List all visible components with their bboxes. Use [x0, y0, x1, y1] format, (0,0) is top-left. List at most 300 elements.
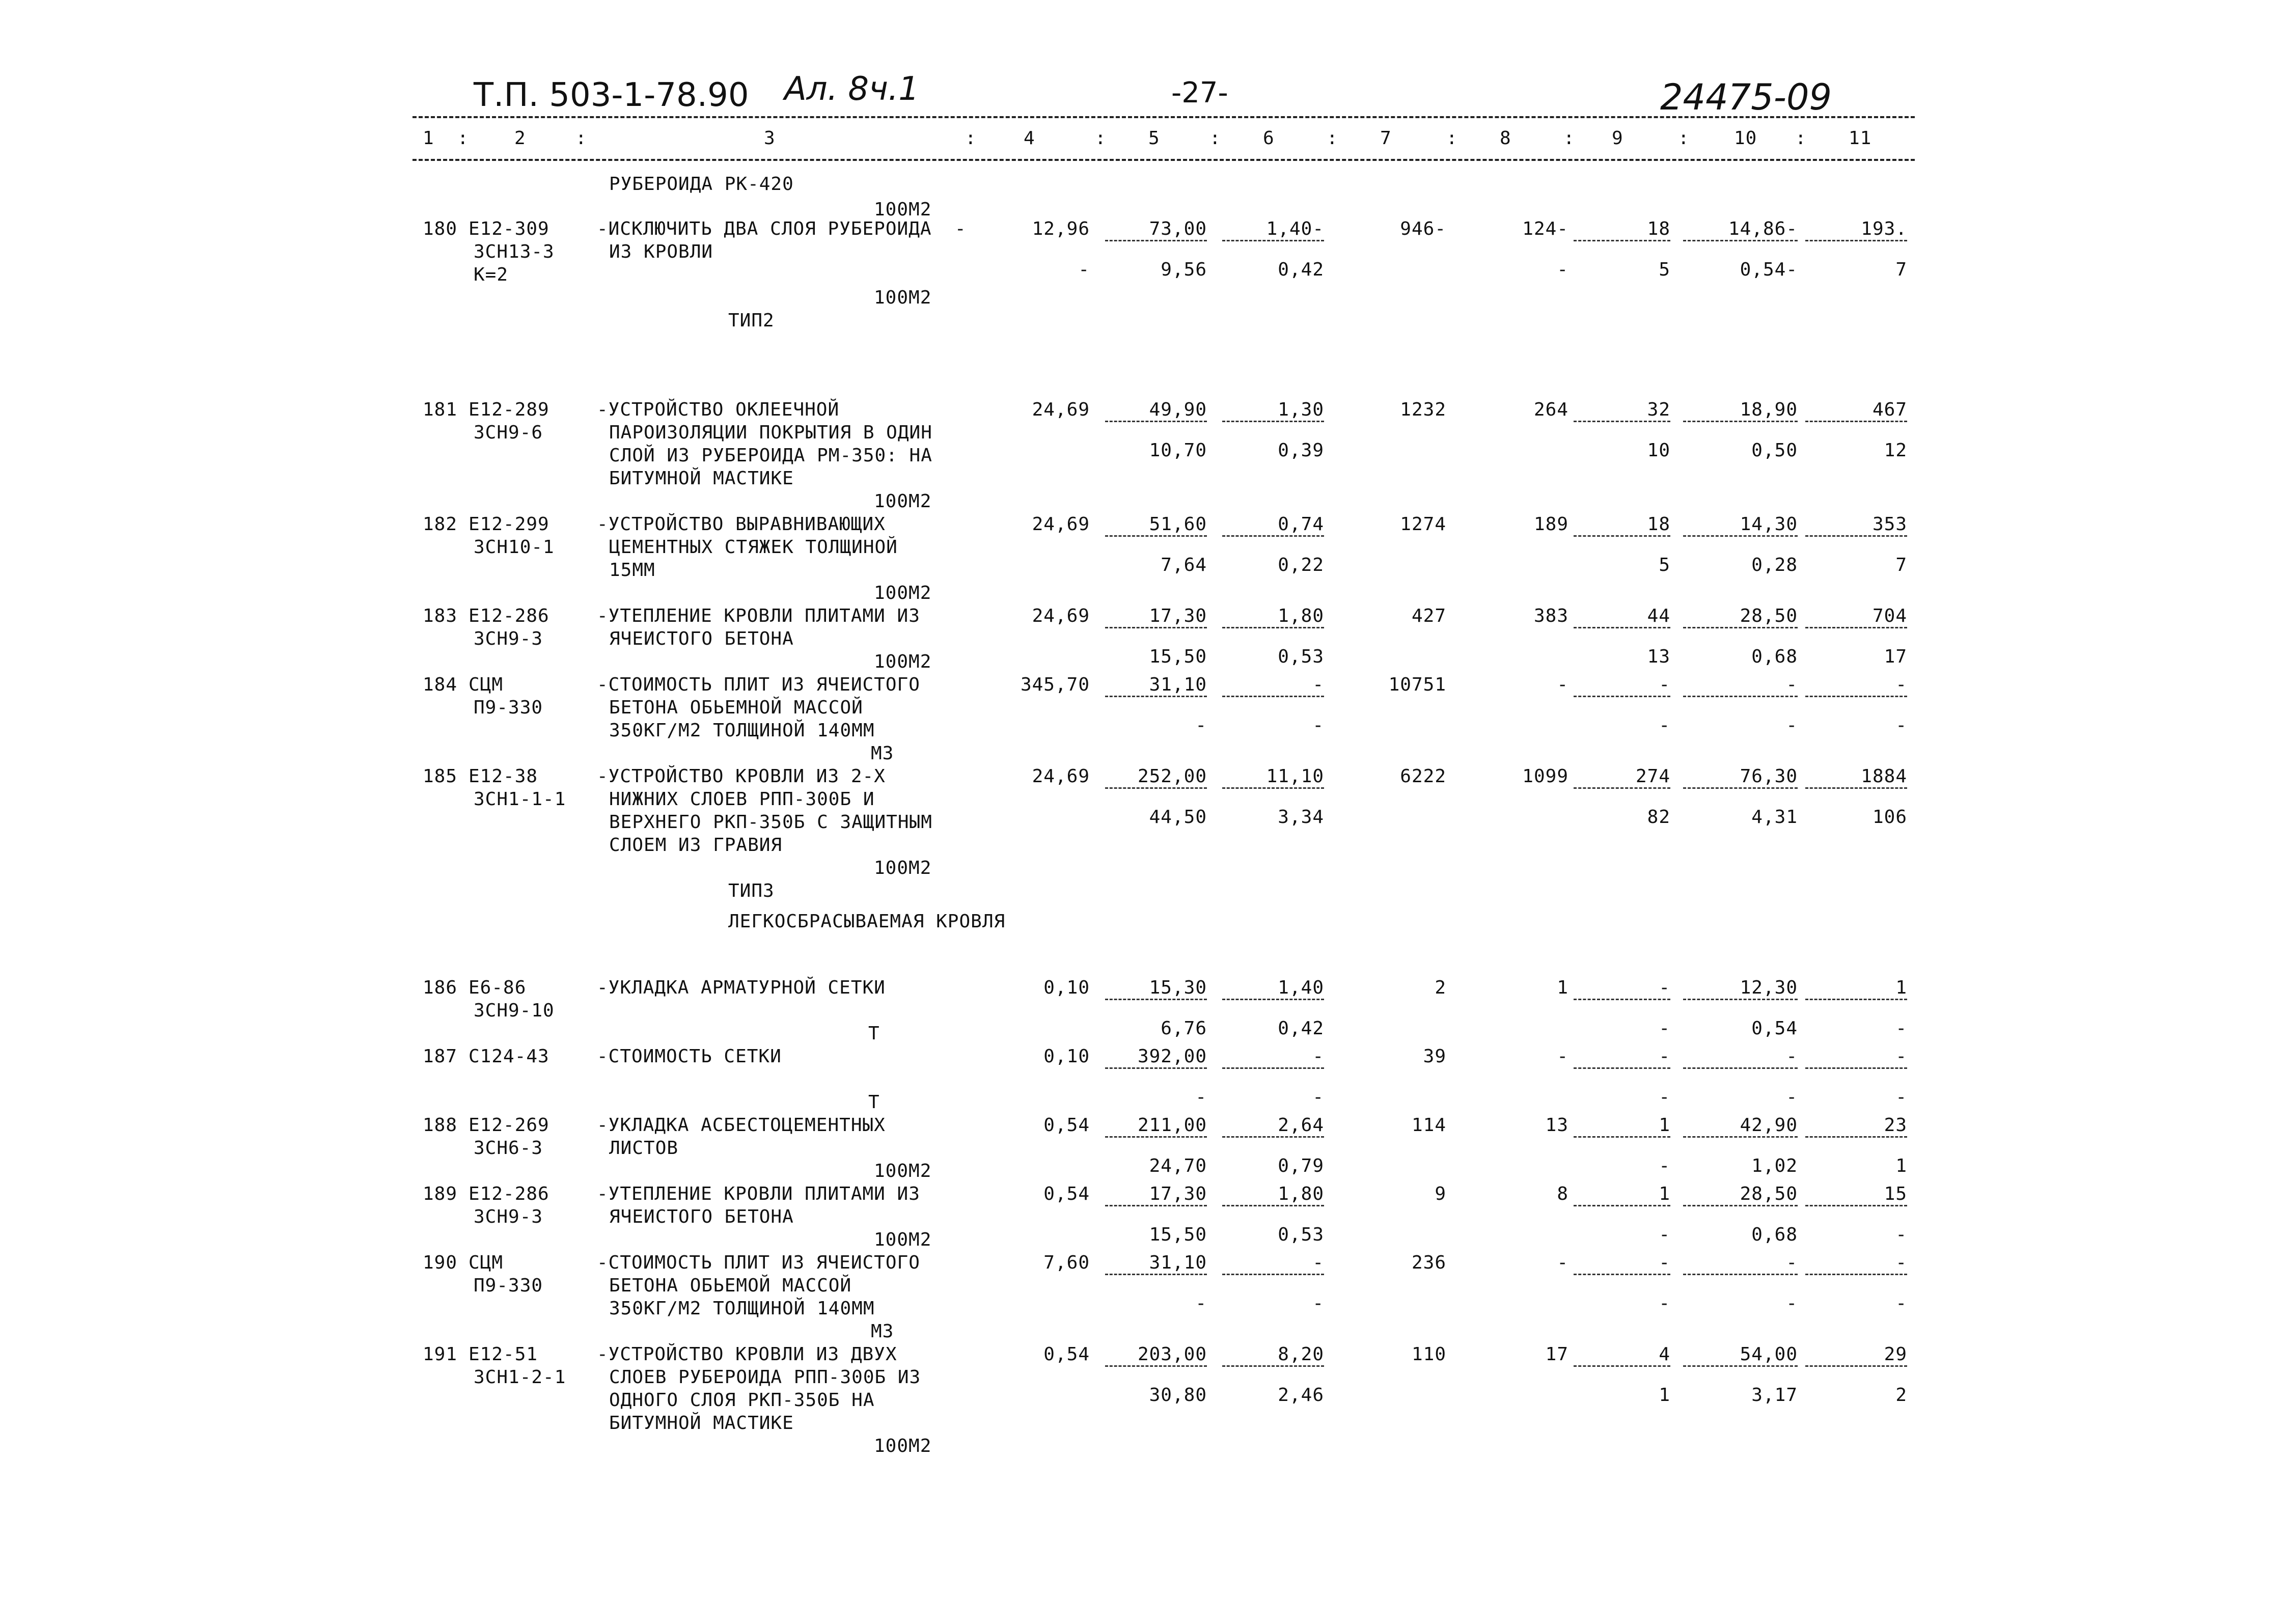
sub-divider: [1574, 696, 1670, 697]
section-title: ЛЕГКОСБРАСЫВАЕМАЯ КРОВЛЯ: [728, 911, 1006, 932]
sub-cell-s5: 15,50: [1149, 646, 1207, 667]
cell-c8: 8: [1557, 1183, 1568, 1204]
row-number: 180: [423, 218, 458, 239]
sub-cell-s10: 1,02: [1751, 1155, 1798, 1176]
sub-divider: [1105, 999, 1207, 1000]
cell-c5: 49,90: [1149, 399, 1207, 420]
row-description: -СТОИМОСТЬ ПЛИТ ИЗ ЯЧЕИСТОГО: [597, 674, 920, 695]
cell-c11: 15: [1884, 1183, 1907, 1204]
sub-cell-s9: 13: [1647, 646, 1670, 667]
column-separator: :: [1327, 128, 1338, 149]
column-separator: :: [1095, 128, 1107, 149]
header-rule-top: [412, 116, 1915, 118]
cell-c6: -: [1312, 1252, 1324, 1273]
row-unit: 100М2: [874, 858, 932, 878]
row-code: ЗСН1-2-1: [474, 1367, 566, 1388]
cell-c6: 1,80: [1278, 1183, 1324, 1204]
sub-divider: [1574, 535, 1670, 537]
sub-cell-s5: 10,70: [1149, 440, 1207, 461]
sub-divider: [1574, 1274, 1670, 1275]
cell-c5: 73,00: [1149, 218, 1207, 239]
sub-divider: [1683, 1274, 1798, 1275]
sub-divider: [1105, 1067, 1207, 1069]
cell-c4: 24,69: [1032, 605, 1090, 626]
row-code: С124-43: [469, 1046, 549, 1067]
sub-cell-s11: 12: [1884, 440, 1907, 461]
sub-cell-s10: 0,54: [1751, 1018, 1798, 1039]
column-header-8: 8: [1500, 128, 1511, 149]
row-number: 188: [423, 1115, 458, 1136]
row-code: Е12-286: [469, 605, 549, 626]
sub-cell-s9: 82: [1647, 807, 1670, 828]
column-separator: :: [1209, 128, 1221, 149]
sub-cell-s5: -: [1195, 715, 1207, 736]
sub-cell-s9: -: [1659, 715, 1670, 736]
row-code: Е12-289: [469, 399, 549, 420]
page-number: -27-: [1171, 76, 1228, 109]
sub-divider: [1683, 1136, 1798, 1138]
sub-divider: [1105, 240, 1207, 241]
sub-cell-s5: 15,50: [1149, 1224, 1207, 1245]
row-code: ЗСН1-1-1: [474, 789, 566, 810]
row-code: Е12-38: [469, 766, 538, 787]
column-separator: :: [575, 128, 587, 149]
sub-cell-s6: 0,79: [1278, 1155, 1324, 1176]
sub-cell-s10: 0,68: [1751, 646, 1798, 667]
type-marker: ТИП2: [728, 310, 775, 331]
sub-divider: [1805, 535, 1907, 537]
cell-c5: 211,00: [1137, 1115, 1207, 1136]
cell-c8: 124-: [1522, 218, 1568, 239]
album-number: Ал. 8ч.1: [784, 70, 919, 108]
sub-divider: [1805, 1205, 1907, 1206]
row-code: Е12-51: [469, 1344, 538, 1365]
sub-divider: [1683, 535, 1798, 537]
row-description: -УСТРОЙСТВО КРОВЛИ ИЗ 2-Х: [597, 766, 886, 787]
row-number: 190: [423, 1252, 458, 1273]
sub-divider: [1222, 421, 1324, 422]
row-description: -УКЛАДКА АРМАТУРНОЙ СЕТКИ: [597, 977, 886, 998]
row-unit: 100М2: [874, 491, 932, 512]
cell-c4: 345,70: [1020, 674, 1090, 695]
cell-c11: 23: [1884, 1115, 1907, 1136]
row-description: СЛОЕМ ИЗ ГРАВИЯ: [609, 835, 783, 856]
row-code: Е6-86: [469, 977, 527, 998]
cell-c10: 12,30: [1740, 977, 1798, 998]
cell-c4: 0,54: [1043, 1183, 1090, 1204]
row-description: -СТОИМОСТЬ СЕТКИ: [597, 1046, 782, 1067]
cell-c9: 18: [1647, 514, 1670, 535]
cell-c8: 264: [1533, 399, 1568, 420]
row-description: -УСТРОЙСТВО ВЫРАВНИВАЮЩИХ: [597, 514, 886, 535]
row-unit: 100М2: [874, 583, 932, 603]
cell-c8: 17: [1545, 1344, 1568, 1365]
sub-divider: [1805, 787, 1907, 789]
cell-c9: 1: [1659, 1183, 1670, 1204]
sub-cell-s11: 2: [1895, 1385, 1907, 1406]
row-description: ПАРОИЗОЛЯЦИИ ПОКРЫТИЯ В ОДИН: [609, 422, 932, 443]
cell-c11: -: [1895, 674, 1907, 695]
row-description: -УСТРОЙСТВО ОКЛЕЕЧНОЙ: [597, 399, 840, 420]
sub-divider: [1805, 1365, 1907, 1367]
sub-divider: [1683, 1205, 1798, 1206]
sub-divider: [1574, 240, 1670, 241]
row-code: ЗСН6-3: [474, 1138, 543, 1159]
row-unit: 100М2: [874, 1161, 932, 1181]
cell-c9: -: [1659, 1252, 1670, 1273]
cell-c8: 1: [1557, 977, 1568, 998]
sub-divider: [1222, 1274, 1324, 1275]
sub-cell-s10: -: [1786, 1087, 1798, 1108]
row-description: -УТЕПЛЕНИЕ КРОВЛИ ПЛИТАМИ ИЗ: [597, 605, 920, 626]
sub-divider: [1574, 1067, 1670, 1069]
sub-cell-s11: -: [1895, 1087, 1907, 1108]
cell-c5: 51,60: [1149, 514, 1207, 535]
top-continuation-unit: 100М2: [874, 199, 932, 220]
sub-cell-s10: -: [1786, 1293, 1798, 1314]
cell-c11: 1884: [1861, 766, 1907, 787]
sub-divider: [1105, 421, 1207, 422]
sub-cell-s6: 2,46: [1278, 1385, 1324, 1406]
column-header-11: 11: [1849, 128, 1872, 149]
sub-cell-s5: 9,56: [1161, 259, 1207, 280]
row-number: 191: [423, 1344, 458, 1365]
row-code: Е12-309: [469, 218, 549, 239]
sub-cell-s5: 7,64: [1161, 555, 1207, 575]
sub-divider: [1574, 1205, 1670, 1206]
cell-c6: 1,40: [1278, 977, 1324, 998]
cell-c5: 392,00: [1137, 1046, 1207, 1067]
sub-divider: [1105, 1136, 1207, 1138]
cell-c5: 31,10: [1149, 674, 1207, 695]
row-code: ЗСН9-6: [474, 422, 543, 443]
cell-c11: -: [1895, 1046, 1907, 1067]
cell-c6: 2,64: [1278, 1115, 1324, 1136]
sub-cell-s9: 5: [1659, 555, 1670, 575]
row-unit: 100М2: [874, 651, 932, 672]
sub-cell-s6: 0,53: [1278, 1224, 1324, 1245]
cell-c4: 12,96: [1032, 218, 1090, 239]
column-separator: :: [1678, 128, 1690, 149]
cell-c9: 18: [1647, 218, 1670, 239]
cell-c5: 252,00: [1137, 766, 1207, 787]
cell-c7: 10751: [1388, 674, 1446, 695]
sub-divider: [1574, 787, 1670, 789]
cell-c4: 0,10: [1043, 977, 1090, 998]
cell-c8: -: [1557, 674, 1568, 695]
cell-c7: 9: [1435, 1183, 1446, 1204]
row-number: 185: [423, 766, 458, 787]
row-description: -СТОИМОСТЬ ПЛИТ ИЗ ЯЧЕИСТОГО: [597, 1252, 920, 1273]
cell-c11: 1: [1895, 977, 1907, 998]
cell-c5: 203,00: [1137, 1344, 1207, 1365]
cell-c9: 32: [1647, 399, 1670, 420]
cell-c9: -: [1659, 977, 1670, 998]
cell-c10: -: [1786, 1252, 1798, 1273]
sub-cell-s11: -: [1895, 1224, 1907, 1245]
row-description: -УТЕПЛЕНИЕ КРОВЛИ ПЛИТАМИ ИЗ: [597, 1183, 920, 1204]
column-header-7: 7: [1380, 128, 1392, 149]
row-unit: Т: [868, 1092, 880, 1113]
sub-divider: [1222, 999, 1324, 1000]
cell-c4: 24,69: [1032, 514, 1090, 535]
cell-c8: 189: [1533, 514, 1568, 535]
sub-cell-s5: 30,80: [1149, 1385, 1207, 1406]
column-separator: :: [1446, 128, 1458, 149]
sub-cell-s11: 7: [1895, 555, 1907, 575]
sub-divider: [1574, 999, 1670, 1000]
sub-cell-s6: 3,34: [1278, 807, 1324, 828]
cell-c6: -: [1312, 674, 1324, 695]
cell-c11: 193.: [1861, 218, 1907, 239]
cell-c6: 1,80: [1278, 605, 1324, 626]
column-header-1: 1: [423, 128, 434, 149]
sub-cell-s9: -: [1659, 1018, 1670, 1039]
row-code: СЦМ: [469, 674, 504, 695]
row-description: -ИСКЛЮЧИТЬ ДВА СЛОЯ РУБЕРОИДА -: [597, 218, 967, 239]
row-description: ВЕРХНЕГО РКП-350Б С ЗАЩИТНЫМ: [609, 812, 932, 833]
sub-divider: [1222, 1067, 1324, 1069]
sub-cell-s11: -: [1895, 715, 1907, 736]
column-header-4: 4: [1024, 128, 1035, 149]
sub-cell-s11: 1: [1895, 1155, 1907, 1176]
sub-cell-s11: 7: [1895, 259, 1907, 280]
cell-c6: 1,40-: [1266, 218, 1324, 239]
row-description: ЦЕМЕНТНЫХ СТЯЖЕК ТОЛЩИНОЙ: [609, 537, 898, 558]
sub-cell-s6: 0,22: [1278, 555, 1324, 575]
cell-c11: 353: [1872, 514, 1907, 535]
cell-c10: 18,90: [1740, 399, 1798, 420]
sub-divider: [1222, 1365, 1324, 1367]
row-description: ЯЧЕИСТОГО БЕТОНА: [609, 628, 794, 649]
row-description: СЛОЕВ РУБЕРОИДА РПП-300Б ИЗ: [609, 1367, 921, 1388]
cell-c9: 4: [1659, 1344, 1670, 1365]
column-separator: :: [1795, 128, 1807, 149]
sub-divider: [1105, 535, 1207, 537]
sub-cell-s10: 0,50: [1751, 440, 1798, 461]
sub-divider: [1805, 421, 1907, 422]
sub-divider: [1805, 1136, 1907, 1138]
cell-c7: 946-: [1400, 218, 1446, 239]
cell-c7: 6222: [1400, 766, 1446, 787]
column-separator: :: [965, 128, 977, 149]
sub-cell-s9: 5: [1659, 259, 1670, 280]
cell-c7: 114: [1411, 1115, 1446, 1136]
row-description: БЕТОНА ОБЬЕМНОЙ МАССОЙ: [609, 697, 863, 718]
cell-c7: 39: [1423, 1046, 1446, 1067]
row-number: 189: [423, 1183, 458, 1204]
column-header-6: 6: [1263, 128, 1275, 149]
row-number: 182: [423, 514, 458, 535]
sub-divider: [1574, 1136, 1670, 1138]
row-code: П9-330: [474, 1275, 543, 1296]
cell-c7: 427: [1411, 605, 1446, 626]
cell-c6: -: [1312, 1046, 1324, 1067]
cell-c8: -: [1557, 1046, 1568, 1067]
row-code: Е12-299: [469, 514, 549, 535]
sub-divider: [1222, 787, 1324, 789]
cell-c6: 0,74: [1278, 514, 1324, 535]
row-code: ЗСН9-3: [474, 1206, 543, 1227]
sub-cell-s10: 0,28: [1751, 555, 1798, 575]
cell-c9: 1: [1659, 1115, 1670, 1136]
row-description: 15ММ: [609, 560, 655, 581]
column-header-5: 5: [1148, 128, 1160, 149]
sub-divider: [1683, 999, 1798, 1000]
cell-c9: -: [1659, 1046, 1670, 1067]
sub-divider: [1222, 1136, 1324, 1138]
column-header-2: 2: [514, 128, 526, 149]
cell-c10: 14,30: [1740, 514, 1798, 535]
sub-divider: [1574, 627, 1670, 628]
sub-cell-s6: 0,39: [1278, 440, 1324, 461]
row-code: Е12-269: [469, 1115, 549, 1136]
cell-c7: 110: [1411, 1344, 1446, 1365]
row-number: 181: [423, 399, 458, 420]
sub-divider: [1222, 1205, 1324, 1206]
sub-cell-s10: 3,17: [1751, 1385, 1798, 1406]
row-unit: М3: [871, 743, 894, 764]
row-unit: М3: [871, 1321, 894, 1342]
row-description: БЕТОНА ОБЬЕМОЙ МАССОЙ: [609, 1275, 852, 1296]
sub-divider: [1105, 1365, 1207, 1367]
row-code: П9-330: [474, 697, 543, 718]
sub-cell-s6: -: [1312, 715, 1324, 736]
sub-divider: [1805, 999, 1907, 1000]
row-description: ИЗ КРОВЛИ: [609, 241, 713, 262]
cell-c9: 274: [1635, 766, 1670, 787]
row-code: СЦМ: [469, 1252, 504, 1273]
cell-c4: 0,54: [1043, 1344, 1090, 1365]
cell-c11: -: [1895, 1252, 1907, 1273]
cell-c10: 42,90: [1740, 1115, 1798, 1136]
cell-c10: 28,50: [1740, 1183, 1798, 1204]
sub-cell-s9: -: [1659, 1224, 1670, 1245]
row-description: 350КГ/М2 ТОЛЩИНОЙ 140ММ: [609, 1298, 875, 1319]
sub-cell-s11: -: [1895, 1293, 1907, 1314]
row-description: БИТУМНОЙ МАСТИКЕ: [609, 468, 794, 489]
doc-code: Т.П. 503-1-78.90: [474, 76, 749, 114]
type-marker: ТИП3: [728, 880, 775, 901]
cell-c8: -: [1557, 1252, 1568, 1273]
sub-cell-s6: 0,42: [1278, 259, 1324, 280]
row-unit: 100М2: [874, 1229, 932, 1250]
sub-cell-s5: -: [1195, 1293, 1207, 1314]
cell-c11: 704: [1872, 605, 1907, 626]
row-unit: 100М2: [874, 1436, 932, 1456]
sub-cell-s10: 4,31: [1751, 807, 1798, 828]
row-number: 183: [423, 605, 458, 626]
sub-divider: [1683, 627, 1798, 628]
cell-c7: 1232: [1400, 399, 1446, 420]
sub-divider: [1805, 627, 1907, 628]
row-code: ЗСН13-3: [474, 241, 555, 262]
row-description: -УСТРОЙСТВО КРОВЛИ ИЗ ДВУХ: [597, 1344, 897, 1365]
top-continuation-line: РУБЕРОИДА РК-420: [609, 174, 794, 195]
sub-divider: [1574, 1365, 1670, 1367]
row-description: НИЖНИХ СЛОЕВ РПП-300Б И: [609, 789, 875, 810]
cell-c6: 1,30: [1278, 399, 1324, 420]
sub-cell-s9: -: [1659, 1155, 1670, 1176]
cell-c6: 11,10: [1266, 766, 1324, 787]
cell-c10: -: [1786, 1046, 1798, 1067]
sub-divider: [1683, 1365, 1798, 1367]
sub-divider: [1222, 240, 1324, 241]
cell-c4: 24,69: [1032, 399, 1090, 420]
sub-divider: [1683, 696, 1798, 697]
cell-c7: 1274: [1400, 514, 1446, 535]
row-unit: Т: [868, 1023, 880, 1044]
column-header-10: 10: [1734, 128, 1757, 149]
cell-c6: 8,20: [1278, 1344, 1324, 1365]
cell-c9: 44: [1647, 605, 1670, 626]
sub-cell-s10: 0,68: [1751, 1224, 1798, 1245]
cell-c11: 29: [1884, 1344, 1907, 1365]
sub-divider: [1105, 1205, 1207, 1206]
sub-divider: [1805, 696, 1907, 697]
sub-divider: [1105, 696, 1207, 697]
sub-cell-s9: 1: [1659, 1385, 1670, 1406]
sub-divider: [1574, 421, 1670, 422]
cell-c4: 0,54: [1043, 1115, 1090, 1136]
cell-c10: -: [1786, 674, 1798, 695]
sub-cell-s9: 10: [1647, 440, 1670, 461]
cell-c5: 17,30: [1149, 605, 1207, 626]
cell-c5: 17,30: [1149, 1183, 1207, 1204]
sub-divider: [1105, 787, 1207, 789]
sub-cell-s11: 106: [1872, 807, 1907, 828]
sub-divider: [1683, 240, 1798, 241]
sub-cell-s11: 17: [1884, 646, 1907, 667]
sub-cell-s11: -: [1895, 1018, 1907, 1039]
row-number: 187: [423, 1046, 458, 1067]
row-number: 186: [423, 977, 458, 998]
sub-cell-s10: -: [1786, 715, 1798, 736]
row-code: К=2: [474, 264, 509, 285]
sub-divider: [1683, 787, 1798, 789]
cell-c7: 236: [1411, 1252, 1446, 1273]
sub-divider: [1805, 1067, 1907, 1069]
column-separator: :: [457, 128, 469, 149]
sub-cell-s10: 0,54-: [1740, 259, 1798, 280]
row-description: -УКЛАДКА АСБЕСТОЦЕМЕНТНЫХ: [597, 1115, 886, 1136]
row-number: 184: [423, 674, 458, 695]
cell-c8: 383: [1533, 605, 1568, 626]
row-description: 350КГ/М2 ТОЛЩИНОЙ 140ММ: [609, 720, 875, 741]
cell-c10: 54,00: [1740, 1344, 1798, 1365]
cell-c9: -: [1659, 674, 1670, 695]
sub-divider: [1105, 627, 1207, 628]
cell-c5: 31,10: [1149, 1252, 1207, 1273]
cell-c10: 14,86-: [1728, 218, 1798, 239]
sub-cell-s9: -: [1659, 1087, 1670, 1108]
sub-cell-s4: -: [1078, 259, 1090, 280]
cell-c4: 7,60: [1043, 1252, 1090, 1273]
row-description: ОДНОГО СЛОЯ РКП-350Б НА: [609, 1390, 875, 1411]
cell-c8: 1099: [1522, 766, 1568, 787]
sub-cell-s6: -: [1312, 1293, 1324, 1314]
column-header-3: 3: [764, 128, 776, 149]
cell-c8: 13: [1545, 1115, 1568, 1136]
row-description: ЛИСТОВ: [609, 1138, 679, 1159]
column-separator: :: [1563, 128, 1575, 149]
cell-c11: 467: [1872, 399, 1907, 420]
sub-divider: [1105, 1274, 1207, 1275]
row-unit: 100М2: [874, 287, 932, 308]
sub-divider: [1805, 1274, 1907, 1275]
sub-cell-s5: 24,70: [1149, 1155, 1207, 1176]
sub-cell-s6: 0,53: [1278, 646, 1324, 667]
